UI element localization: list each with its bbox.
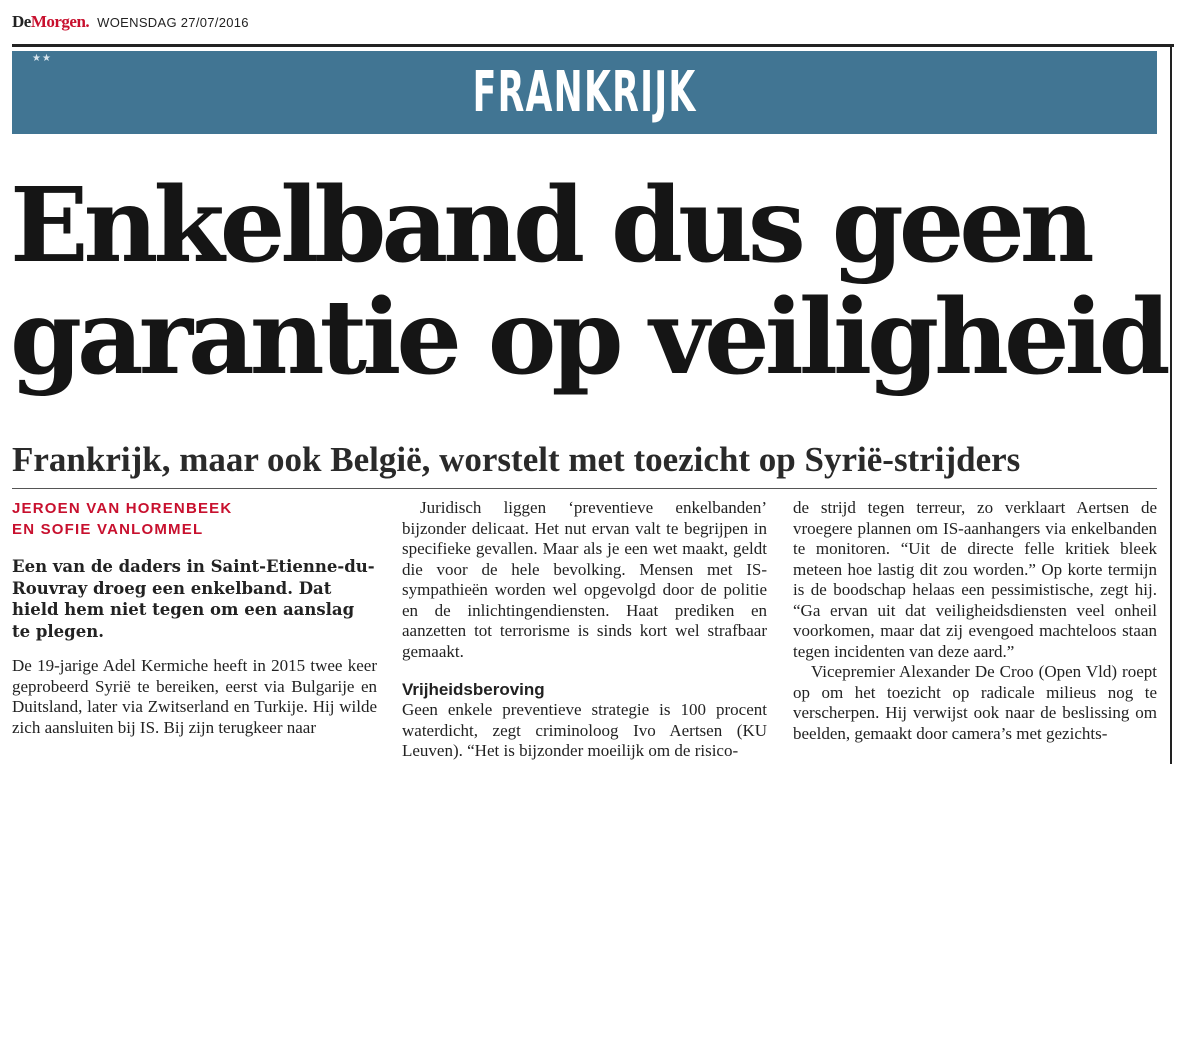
newspaper-logo[interactable]: DeMorgen. (12, 12, 90, 31)
column-3 (793, 498, 1157, 744)
paragraph: De 19-jarige Adel Kermiche heeft in 2015 twee keer geprobeerd Syrië te bereiken, eerst via Bulgarije en Duitsland, later via Zwitserland en Turkije. Hij wilde zich aansluiten bij IS. Bij zijn terugkeer naar (12, 656, 377, 737)
byline (12, 498, 377, 540)
section-title: FRANKRIJK (472, 59, 697, 125)
column-1 (12, 498, 377, 738)
paragraph: de strijd tegen terreur, zo verklaart Aertsen de vroegere plannen om IS-aanhangers via enkelbanden te monitoren. “Uit de directe felle kritiek bleek meteen hoe lastig dit zou worden.” Op korte termijn is de boodschap helaas een pessimistische, zegt hij. “Ga ervan uit dat veiligheidsdiensten veel onheil voorkomen, maar dat zij evengoed machteloos staan tegen incidenten van deze aard.” (793, 498, 1157, 661)
inline-subheading: Vrijheidsberoving (402, 680, 545, 699)
paragraph: Vicepremier Alexander De Croo (Open Vld) roept op om het toezicht op radicale milieus nog te verscherpen. Hij verwijst ook naar de beslissing om beelden, gemaakt door camera’s met gezichts- (793, 662, 1157, 743)
byline-author-2: EN SOFIE VANLOMMEL (12, 521, 204, 538)
paragraph: Geen enkele preventieve strategie is 100 procent waterdicht, zegt criminoloog Ivo Aertsen (KU Leuven). “Het is bijzonder moeilijk om de risico- (402, 700, 767, 760)
article-lead: Een van de daders in Saint-Etienne-du-Rouvray droeg een enkelband. Dat hield hem niet tegen om een aanslag te plegen. (12, 557, 375, 641)
edition-stars: ★★ (32, 53, 52, 64)
article-subheadline: Frankrijk, maar ook België, worstelt met toezicht op Syrië-strijders (12, 440, 1021, 479)
article-headline: Enkelband dus geen garantie op veiligheid (10, 165, 1166, 398)
paragraph: Juridisch liggen ‘preventieve enkelbanden’ bijzonder delicaat. Het nut ervan valt te begrijpen in specifieke gevallen. Maar als je een wet maakt, geldt die voor de hele bevolking. Mensen met IS-sympathieën worden wel opgevolgd door de politie en de inlichtingendiensten. Haat prediken en aanzetten tot terrorisme is sinds kort wel strafbaar gemaakt. (402, 498, 767, 661)
column-2 (402, 498, 767, 762)
publication-date: WOENSDAG 27/07/2016 (97, 14, 249, 30)
byline-author-1: JEROEN VAN HORENBEEK (12, 500, 233, 517)
